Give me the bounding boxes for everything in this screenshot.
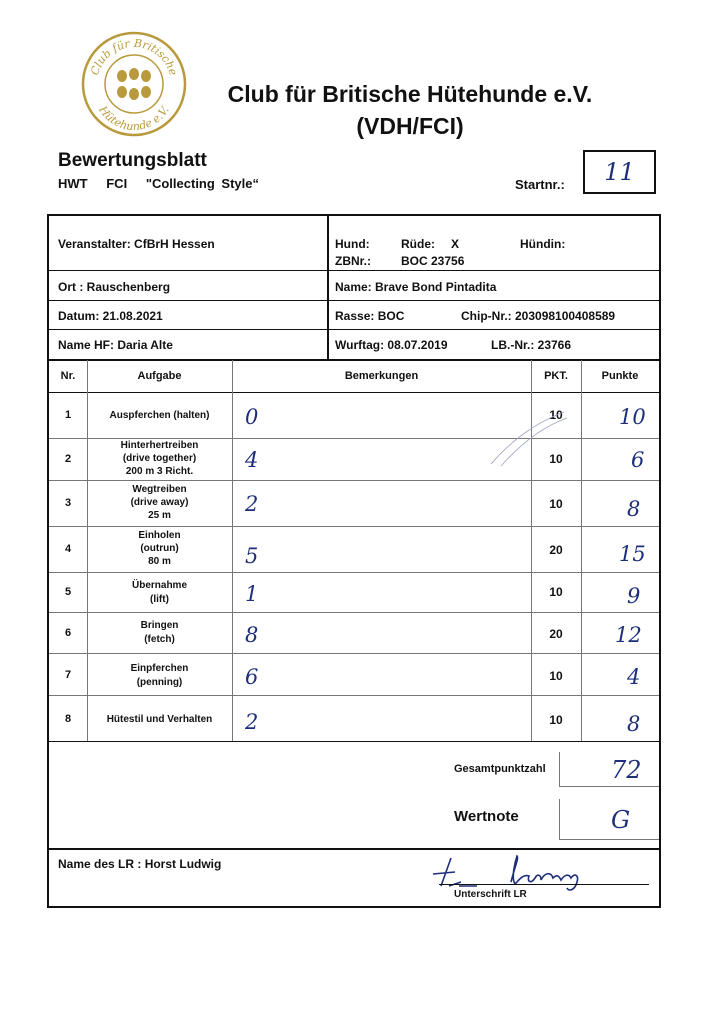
col-header-bemerkungen: Bemerkungen [344, 370, 419, 382]
sheet-subtitle [58, 176, 271, 191]
bemerkung-value: 2 [245, 492, 259, 516]
bemerkung-value: 8 [245, 623, 259, 647]
sub-hwt: HWT [58, 176, 88, 191]
sub-style: "Collecting Style“ [145, 176, 259, 191]
ruede-label: Rüde: [401, 237, 435, 251]
chip-nr: Chip-Nr.: 203098100408589 [461, 309, 616, 323]
club-logo [80, 30, 188, 138]
startnr-box [583, 150, 656, 194]
dog-name: Name: Brave Bond Pintadita [335, 280, 497, 294]
lb-nr: LB.-Nr.: 23766 [491, 338, 572, 352]
col-header-nr: Nr. [60, 370, 76, 382]
gesamt-value: 72 [611, 756, 642, 784]
veranstalter: Veranstalter: CfBrH Hessen [58, 237, 215, 251]
sheet-title: Bewertungsblatt [58, 150, 207, 171]
punkte-value: 9 [627, 584, 641, 608]
huendin-label: Hündin: [520, 237, 566, 251]
punkte-value: 8 [627, 497, 641, 521]
club-title-line1: Club für Britische Hütehunde e.V. [227, 81, 593, 107]
wurftag: Wurftag: 08.07.2019 [335, 338, 448, 352]
wertnote-value: G [611, 806, 631, 834]
punkte-value: 6 [631, 448, 645, 472]
punkte-value: 4 [627, 665, 641, 689]
ruede-mark: X [451, 237, 460, 251]
gesamt-label: Gesamtpunktzahl [454, 763, 546, 775]
evaluation-form: Veranstalter: CfBrH Hessen Ort : Rauschenberg Datum: 21.08.2021 Name HF: Daria Alte Hund: Rüde: X Hündin: ZBNr.: BOC 23756 Name: Brave Bond Pintadita Rasse: BOC Chip-Nr.: 203098100408589 Wurftag: 08.07.2019 LB.-Nr.: 23766 Nr. Aufgabe Bemerkungen PKT. Punkte 1 Auspferchen (halten) 0 10 10 2 Hinterhertreiben (drive together) 200 m 3 Richt. 4 10 6 3 Wegtreiben (drive away) 25 m 2 10 8 4 Einholen (outrun) 80 m 5 20 15 5 Übernahme (lift) 1 10 9 6 Bringen (fetch) 8 20 12 7 Einpferchen (penning) 6 10 4 8 Hütestil und Verhalten 2 10 8 Gesamtpunktzahl 72 Wertnote G Name des LR : Horst Ludwig Unterschrift LR [47, 214, 661, 908]
col-header-punkte: Punkte [601, 370, 639, 382]
bemerkung-value: 1 [245, 582, 259, 606]
signature-icon [419, 852, 619, 892]
punkte-value: 12 [615, 623, 642, 647]
signature-label: Unterschrift LR [454, 889, 527, 900]
bemerkung-value: 0 [245, 405, 259, 429]
club-title [200, 78, 620, 142]
bemerkung-value: 2 [245, 710, 259, 734]
dog-heads-icon [117, 68, 151, 100]
startnr-value: 11 [604, 158, 635, 186]
zbnr-value: BOC 23756 [401, 254, 465, 268]
rasse: Rasse: BOC [335, 309, 405, 323]
col-header-pkt: PKT. [544, 370, 568, 382]
startnr-label: Startnr.: [515, 177, 565, 192]
name-hf: Name HF: Daria Alte [58, 338, 173, 352]
zbnr-label: ZBNr.: [335, 254, 371, 268]
bemerkung-value: 4 [245, 448, 259, 472]
punkte-value: 15 [619, 542, 646, 566]
wertnote-label: Wertnote [454, 808, 519, 825]
punkte-value: 8 [627, 712, 641, 736]
bemerkung-value: 6 [245, 665, 259, 689]
pen-stroke-icon [489, 408, 569, 468]
col-header-aufgabe: Aufgabe [137, 370, 182, 382]
hund-label: Hund: [335, 237, 370, 251]
punkte-value: 10 [619, 405, 646, 429]
svg-text:Hütehunde e.V.: Hütehunde e.V. [96, 103, 172, 134]
club-title-line2: (VDH/FCI) [356, 113, 464, 139]
ort: Ort : Rauschenberg [58, 280, 171, 294]
lr-name: Name des LR : Horst Ludwig [58, 857, 222, 871]
datum: Datum: 21.08.2021 [58, 309, 163, 323]
bemerkung-value: 5 [245, 544, 259, 568]
svg-text:Club für Britische: Club für Britische [88, 36, 180, 77]
sub-fci: FCI [106, 176, 128, 191]
